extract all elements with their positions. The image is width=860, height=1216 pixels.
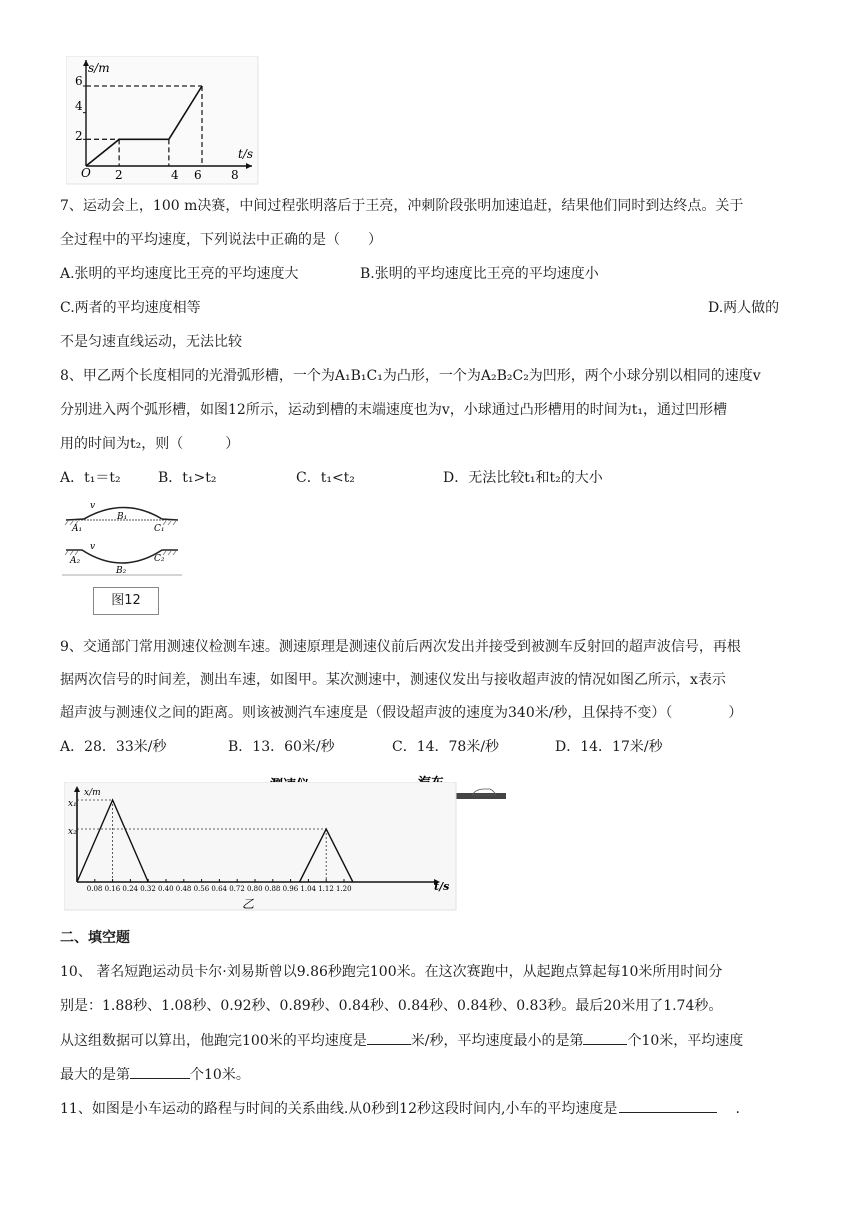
q11-text: 11、如图是小车运动的路程与时间的关系曲线.从0秒到12秒这段时间内,小车的平均速度是 bbox=[60, 1101, 618, 1117]
yi-tick-label: 0.80 bbox=[247, 885, 263, 893]
q8-option-d[interactable]: D．无法比较t₁和t₂的大小 bbox=[443, 470, 603, 486]
q10-text-part1: 从这组数据可以算出，他跑完100米的平均速度是 bbox=[60, 1033, 367, 1049]
q10-stem-line1: 10、 著名短跑运动员卡尔·刘易斯曾以9.86秒跑完100米。在这次赛跑中，从起跑点算起每10米所用时间分 bbox=[60, 964, 723, 980]
q10-blank-fastest-segment[interactable] bbox=[130, 1064, 190, 1079]
yi-tick-label: 0.64 bbox=[211, 885, 227, 893]
yi-tick-label: 0.96 bbox=[282, 885, 299, 893]
q8-option-b[interactable]: B．t₁>t₂ bbox=[158, 470, 217, 486]
st-y-label: s/m bbox=[88, 61, 110, 75]
q10-stem-line4 bbox=[60, 1064, 795, 1085]
q9-stem-line2: 据两次信号的时间差，测出车速，如图甲。某次测速中，测速仪发出与接收超声波的情况如图乙所示，x表示 bbox=[60, 672, 726, 688]
q10-text-part5: 个10米。 bbox=[190, 1067, 250, 1083]
q10-blank-avg-speed[interactable] bbox=[367, 1030, 411, 1045]
q8-fig-v2: v bbox=[90, 542, 96, 552]
q10-stem-line3 bbox=[60, 1030, 795, 1051]
q8-fig-c1: C₁ bbox=[154, 524, 165, 534]
q9-fig-x1: x₁ bbox=[68, 799, 77, 809]
q9-fig-y-label: x/m bbox=[84, 788, 101, 798]
q8-option-a[interactable]: A．t₁＝t₂ bbox=[60, 470, 121, 486]
q9-fig-x2: x₂ bbox=[68, 827, 77, 837]
q8-option-c[interactable]: C．t₁<t₂ bbox=[296, 470, 355, 486]
q9-option-b[interactable]: B．13．60米/秒 bbox=[228, 739, 335, 755]
st-xtick-4: 4 bbox=[171, 168, 179, 182]
q8-stem-line2: 分别进入两个弧形槽，如图12所示，运动到槽的末端速度也为v，小球通过凸形槽用的时间为t₁，通过凹形槽 bbox=[60, 402, 727, 418]
q11-period: . bbox=[735, 1101, 740, 1117]
st-ytick-4: 4 bbox=[75, 99, 83, 113]
yi-tick-label: 1.20 bbox=[336, 885, 352, 893]
q7-stem-line1: 7、运动会上，100 m决赛，中间过程张明落后于王亮，冲刺阶段张明加速追赶，结果他们同时到达终点。关于 bbox=[60, 198, 744, 214]
yi-tick-label: 1.04 bbox=[300, 885, 316, 893]
q9-figure-yi-graph bbox=[64, 782, 458, 912]
yi-tick-label: 0.40 bbox=[158, 885, 174, 893]
q10-stem-line2: 别是：1.88秒、1.08秒、0.92秒、0.89秒、0.84秒、0.84秒、0.84秒、0.83秒。最后20米用了1.74秒。 bbox=[60, 998, 723, 1014]
q8-figure-caption: 图12 bbox=[93, 587, 159, 615]
q8-fig-c2: C₂ bbox=[154, 554, 165, 564]
q8-fig-b1: B₁ bbox=[117, 512, 128, 522]
st-frame bbox=[66, 56, 258, 184]
section-title-fill-in: 二、填空题 bbox=[60, 930, 130, 946]
st-xtick-2: 2 bbox=[115, 168, 123, 182]
yi-tick-label: 0.24 bbox=[122, 885, 138, 893]
q7-option-d-continued: 不是匀速直线运动，无法比较 bbox=[60, 334, 242, 350]
q9-fig-yi-label: 乙 bbox=[242, 897, 255, 911]
st-ytick-6: 6 bbox=[75, 74, 83, 88]
q10-text-part2: 米/秒，平均速度最小的是第 bbox=[410, 1033, 584, 1049]
q9-stem-line1: 9、交通部门常用测速仪检测车速。测速原理是测速仪前后两次发出并接受到被测车反射回的超声波信号，再根 bbox=[60, 639, 741, 655]
q9-option-d[interactable]: D．14．17米/秒 bbox=[555, 739, 663, 755]
st-xtick-8: 8 bbox=[231, 168, 239, 182]
q7-stem-line2: 全过程中的平均速度，下列说法中正确的是（ ） bbox=[60, 232, 382, 248]
q9-option-c[interactable]: C．14．78米/秒 bbox=[392, 739, 500, 755]
q10-text-part3: 个10米，平均速度 bbox=[627, 1033, 744, 1049]
yi-tick-label: 0.08 bbox=[86, 885, 103, 893]
yi-tick-label: 0.16 bbox=[104, 885, 121, 893]
yi-tick-label: 0.48 bbox=[175, 885, 192, 893]
q8-fig-a1: A₁ bbox=[72, 524, 83, 534]
q10-text-part4: 最大的是第 bbox=[60, 1067, 130, 1083]
q9-option-a[interactable]: A．28．33米/秒 bbox=[60, 739, 167, 755]
yi-tick-label: 0.72 bbox=[229, 885, 245, 893]
q8-fig-v1: v bbox=[90, 501, 96, 511]
q8-stem-line1: 8、甲乙两个长度相同的光滑弧形槽，一个为A₁B₁C₁为凸形，一个为A₂B₂C₂为凹形，两个小球分别以相同的速度v bbox=[60, 368, 761, 384]
q11-stem bbox=[60, 1098, 795, 1119]
yi-tick-label: 0.32 bbox=[140, 885, 156, 893]
q8-fig-a2: A₂ bbox=[70, 556, 81, 566]
q8-stem-line3: 用的时间为t₂，则（ ） bbox=[60, 436, 240, 452]
st-graph bbox=[66, 56, 260, 186]
q7-option-b[interactable]: B.张明的平均速度比王亮的平均速度小 bbox=[360, 266, 599, 282]
yi-tick-label: 1.12 bbox=[318, 885, 334, 893]
st-ytick-2: 2 bbox=[75, 129, 83, 143]
st-origin: O bbox=[81, 166, 91, 180]
q10-blank-slowest-segment[interactable] bbox=[583, 1030, 627, 1045]
q7-option-a[interactable]: A.张明的平均速度比王亮的平均速度大 bbox=[60, 266, 299, 282]
q8-figure-arc-tracks bbox=[62, 498, 182, 576]
q7-option-d[interactable]: D.两人做的 bbox=[708, 300, 780, 316]
st-x-label: t/s bbox=[238, 147, 254, 161]
q9-fig-x-label: t/s bbox=[434, 880, 450, 893]
q11-blank-avg-speed[interactable] bbox=[619, 1098, 717, 1113]
q7-option-c[interactable]: C.两者的平均速度相等 bbox=[60, 300, 201, 316]
q9-stem-line3: 超声波与测速仪之间的距离。则该被测汽车速度是（假设超声波的速度为340米/秒，且保持不变）（ ） bbox=[60, 705, 743, 721]
yi-tick-label: 0.56 bbox=[193, 885, 210, 893]
st-xtick-6: 6 bbox=[194, 168, 202, 182]
q8-fig-b2: B₂ bbox=[116, 566, 127, 576]
yi-tick-label: 0.88 bbox=[264, 885, 281, 893]
